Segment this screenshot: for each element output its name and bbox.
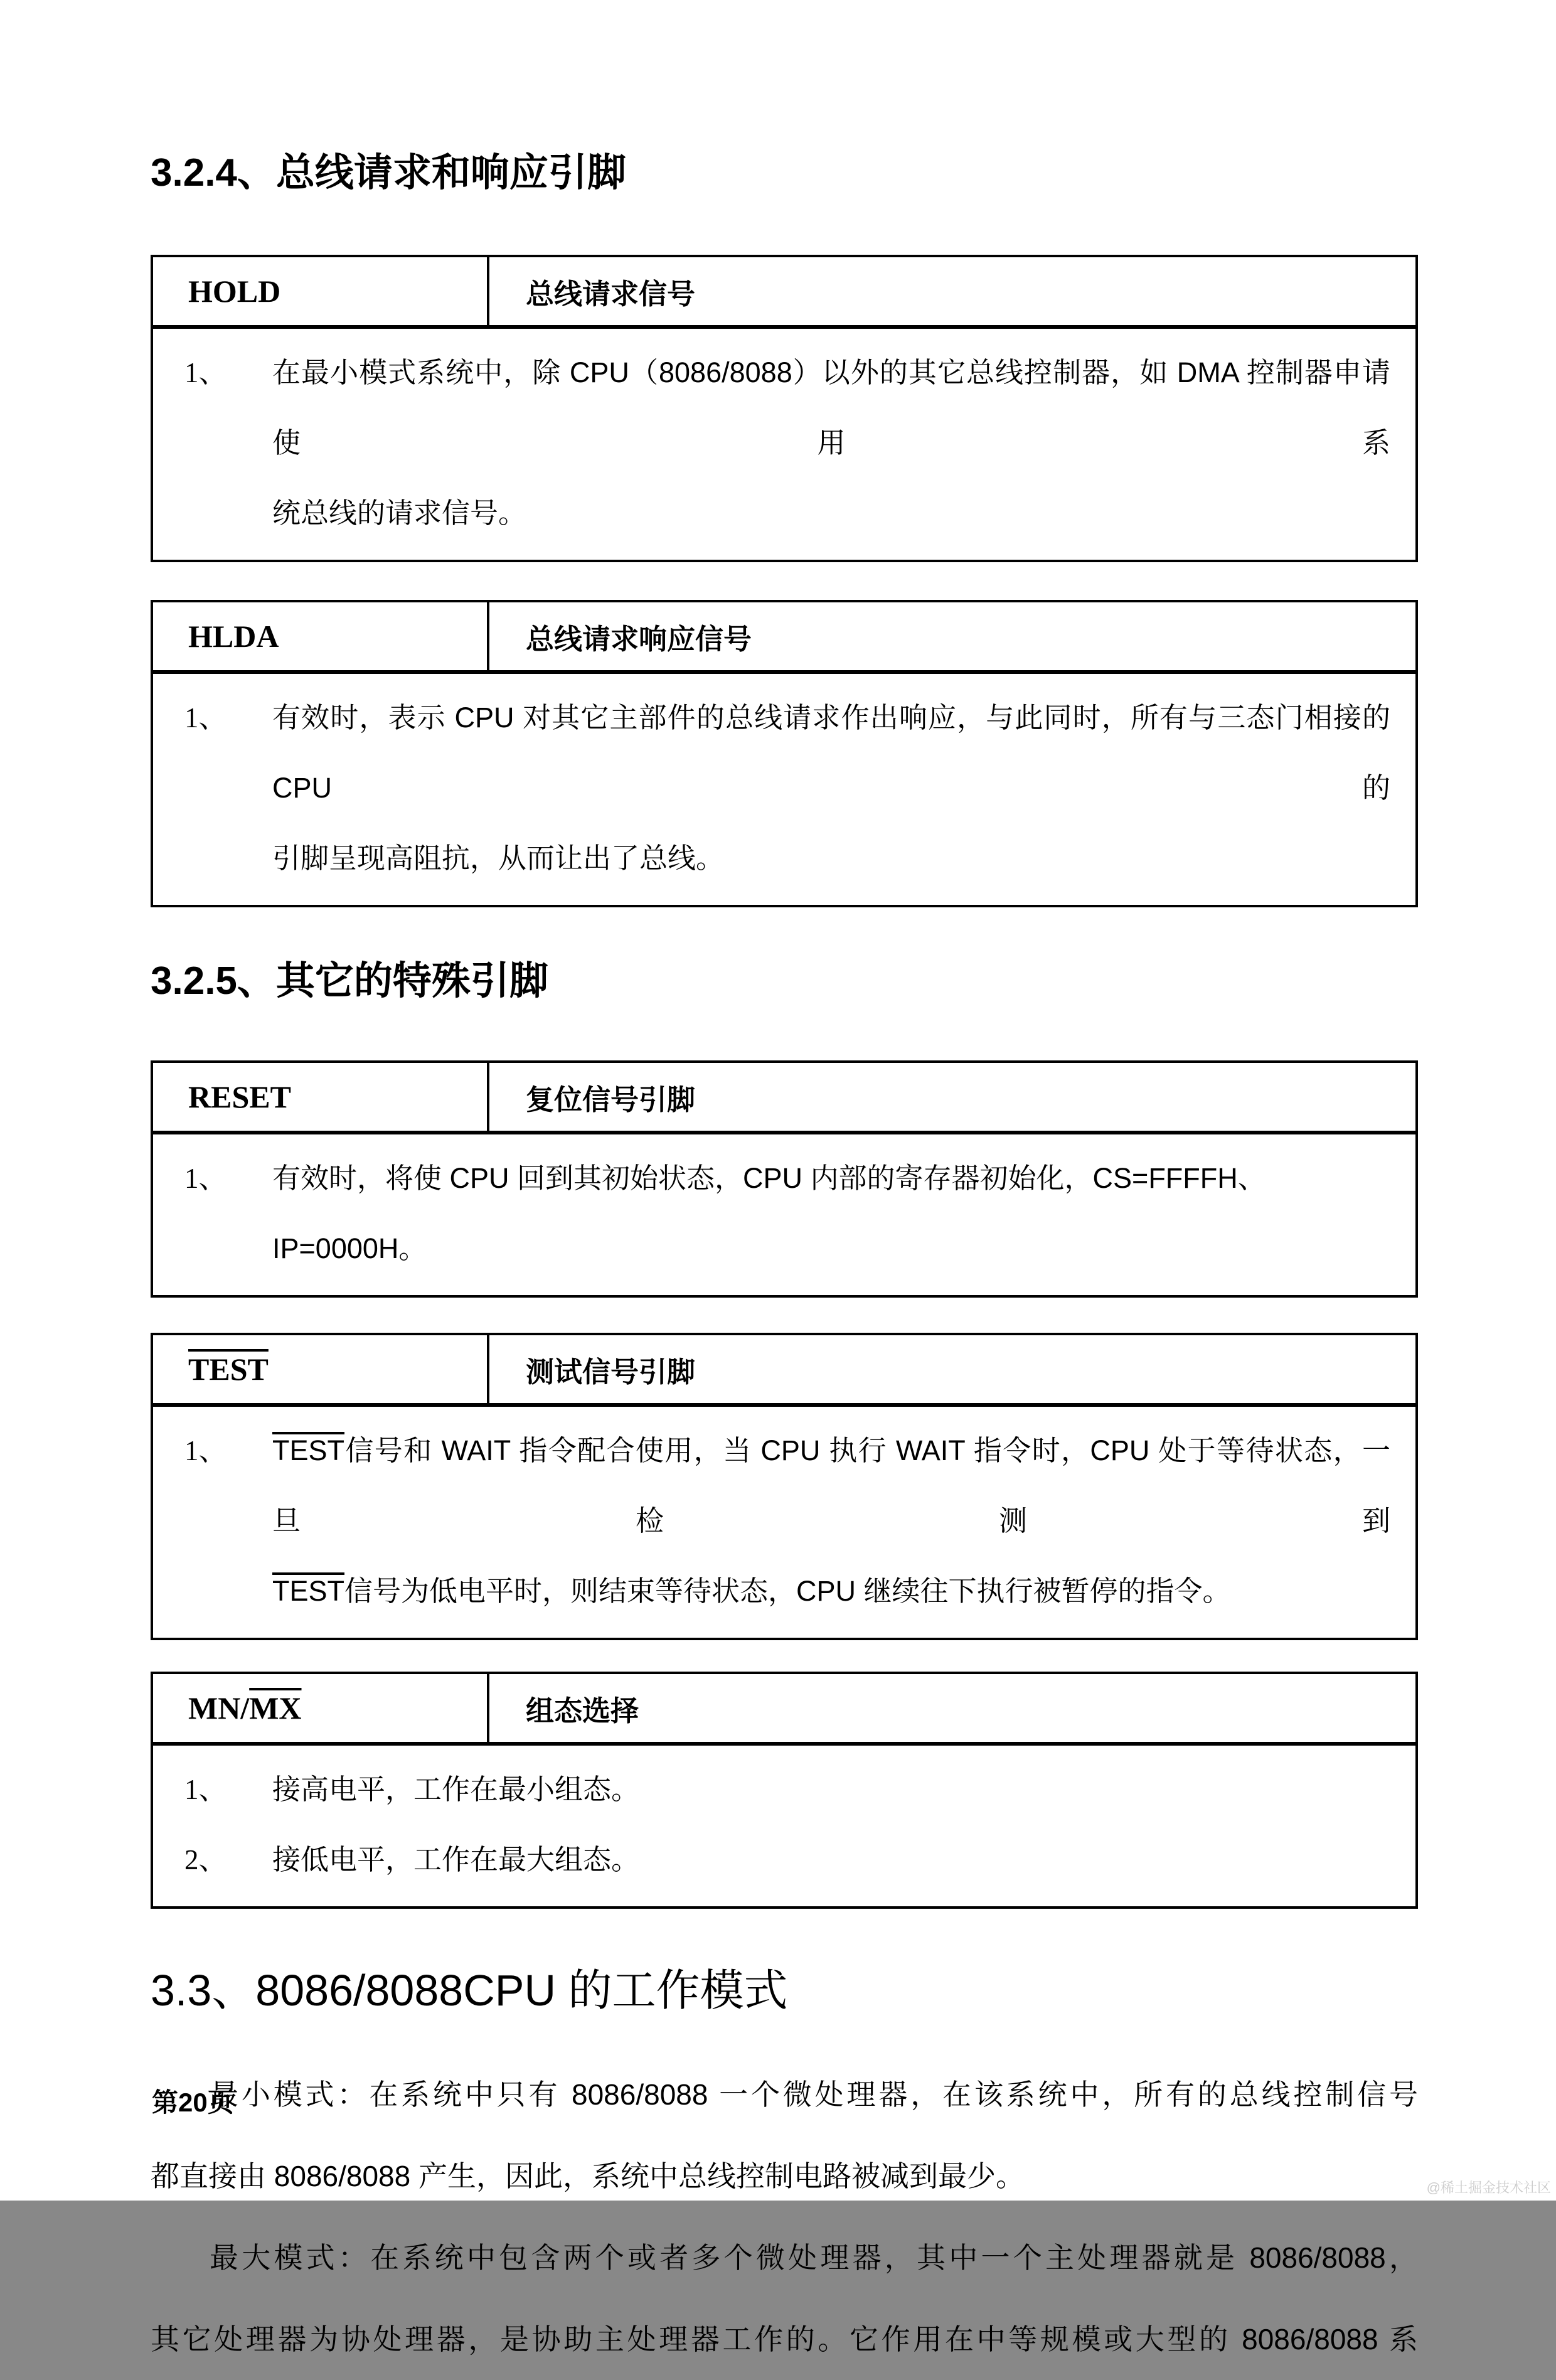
section-heading-3-2-4: 3.2.4、总线请求和响应引脚 bbox=[151, 151, 626, 195]
table-header-row bbox=[153, 1674, 1415, 1746]
text-line: 有效时，将使 CPU 回到其初始状态，CPU 内部的寄存器初始化，CS=FFFFH、IP=0000H。 bbox=[272, 1162, 1266, 1265]
pin-name: RESET bbox=[188, 1079, 291, 1115]
pin-desc: 测试信号引脚 bbox=[526, 1355, 696, 1388]
pin-name-cell bbox=[153, 602, 489, 670]
overlined-signal-name: TEST bbox=[272, 1434, 345, 1467]
pin-table-test bbox=[151, 1333, 1418, 1640]
overlined-signal-name: TEST bbox=[272, 1575, 345, 1608]
item-number: 1、 bbox=[184, 1435, 227, 1467]
page-number-footer: 第20页 bbox=[152, 2088, 234, 2117]
table-header-row bbox=[153, 257, 1415, 329]
item-text bbox=[272, 1825, 1390, 1895]
text-line: 有效时，表示 CPU 对其它主部件的总线请求作出响应，与此同时，所有与三态门相接的 CPU 的 bbox=[272, 702, 1390, 804]
item-text bbox=[272, 1416, 1390, 1626]
pin-name-cell bbox=[153, 1063, 489, 1131]
pin-name-overlined: TEST bbox=[188, 1352, 269, 1387]
pin-table-hold bbox=[151, 255, 1418, 562]
item-number: 1、 bbox=[184, 357, 227, 389]
pin-desc-cell bbox=[489, 1335, 1415, 1403]
table-body bbox=[153, 1746, 1415, 1906]
pin-name-cell bbox=[153, 1335, 489, 1403]
list-item bbox=[184, 683, 1390, 894]
pin-desc-cell bbox=[489, 1063, 1415, 1131]
item-text bbox=[272, 1143, 1390, 1284]
pin-name: HLDA bbox=[188, 619, 279, 654]
list-item bbox=[184, 1754, 1390, 1825]
text-line: 统总线的请求信号。 bbox=[272, 497, 527, 530]
watermark-text: @稀土掘金技术社区 bbox=[1426, 2180, 1551, 2196]
pin-table-mnmx bbox=[151, 1672, 1418, 1909]
pin-name-cell bbox=[153, 1674, 489, 1742]
item-text bbox=[272, 683, 1390, 894]
section-heading-3-2-5: 3.2.5、其它的特殊引脚 bbox=[151, 959, 548, 1003]
text-line: 在最小模式系统中，除 CPU（8086/8088）以外的其它总线控制器，如 DMA 控制器申请使用系 bbox=[272, 356, 1390, 459]
pin-name-overlined: $\overline{MX}$ bbox=[249, 1690, 302, 1726]
pin-table-hlda bbox=[151, 600, 1418, 907]
pin-desc: 总线请求信号 bbox=[526, 277, 696, 310]
item-number: 1、 bbox=[184, 1163, 227, 1195]
line-text: 信号为低电平时，则结束等待状态，CPU 继续往下执行被暂停的指令。 bbox=[344, 1575, 1231, 1608]
pin-name: MN/ bbox=[188, 1690, 250, 1726]
list-item bbox=[184, 1416, 1390, 1626]
pin-desc-cell bbox=[489, 257, 1415, 325]
table-header-row bbox=[153, 1063, 1415, 1134]
list-item bbox=[184, 1825, 1390, 1895]
item-number: 2、 bbox=[184, 1844, 227, 1876]
item-number: 1、 bbox=[184, 1774, 227, 1806]
paragraph-line: 都直接由 8086/8088 产生，因此，系统中总线控制电路被减到最少。 bbox=[151, 2160, 1025, 2193]
pin-desc: 总线请求响应信号 bbox=[526, 622, 752, 655]
list-item bbox=[184, 1143, 1390, 1284]
item-text bbox=[272, 338, 1390, 548]
pin-desc-cell bbox=[489, 1674, 1415, 1742]
pin-name: HOLD bbox=[188, 274, 281, 309]
table-header-row bbox=[153, 602, 1415, 674]
table-header-row bbox=[153, 1335, 1415, 1407]
pin-desc: 组态选择 bbox=[526, 1694, 639, 1727]
text-line: 接高电平，工作在最小组态。 bbox=[272, 1773, 640, 1806]
item-text bbox=[272, 1754, 1390, 1825]
item-number: 1、 bbox=[184, 702, 227, 734]
paragraph-line: 最小模式：在系统中只有 8086/8088 一个微处理器，在该系统中，所有的总线控制信号 bbox=[210, 2078, 1418, 2111]
pin-desc: 复位信号引脚 bbox=[526, 1083, 696, 1116]
pin-desc-cell bbox=[489, 602, 1415, 670]
table-body bbox=[153, 329, 1415, 560]
text-line: 引脚呈现高阻抗，从而让出了总线。 bbox=[272, 842, 725, 875]
table-body bbox=[153, 1134, 1415, 1295]
pin-name-cell bbox=[153, 257, 489, 325]
text-line bbox=[272, 1556, 1390, 1626]
text-line bbox=[272, 1416, 1390, 1556]
paragraph-line: 最大模式：在系统中包含两个或者多个微处理器，其中一个主处理器就是 8086/8088， bbox=[210, 2241, 1418, 2275]
text-line: 接低电平，工作在最大组态。 bbox=[272, 1844, 640, 1876]
table-body bbox=[153, 1407, 1415, 1638]
line-text: 信号和 WAIT 指令配合使用，当 CPU 执行 WAIT 指令时，CPU 处于等待状态，一旦检测到 bbox=[272, 1434, 1390, 1537]
body-paragraphs bbox=[151, 2054, 1418, 2380]
table-body bbox=[153, 674, 1415, 905]
paragraph-line: 其它处理器为协处理器，是协助主处理器工作的。它作用在中等规模或大型的 8086/8088 系 bbox=[151, 2323, 1418, 2356]
pin-table-reset bbox=[151, 1060, 1418, 1298]
section-heading-3-3: 3.3、8086/8088CPU 的工作模式 bbox=[151, 1966, 788, 2015]
list-item bbox=[184, 338, 1390, 548]
